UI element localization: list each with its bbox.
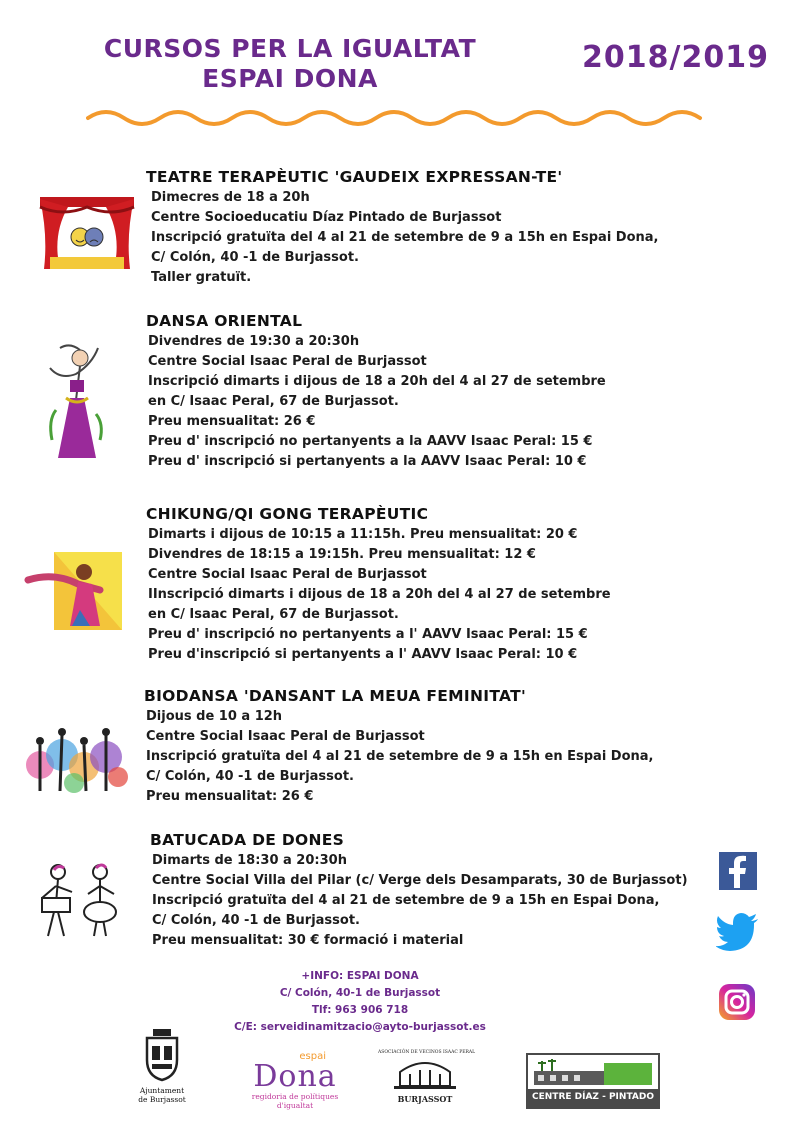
course-chikung	[146, 503, 611, 665]
course-line: Preu d' inscripció si pertanyents a la AAVV Isaac Peral: 10 €	[148, 454, 587, 469]
course-title: BIODANSA 'DANSANT LA MEUA FEMINITAT'	[144, 687, 526, 705]
school-year: 2018/2019	[582, 40, 769, 75]
course-line: Preu mensualitat: 26 €	[148, 414, 316, 429]
coat-of-arms-icon	[144, 1028, 180, 1082]
course-line: Dimecres de 18 a 20h	[151, 190, 310, 205]
course-batucada	[150, 829, 688, 951]
course-line: Centre Social Isaac Peral de Burjassot	[148, 567, 427, 582]
course-line: Centre Social Isaac Peral de Burjassot	[146, 729, 425, 744]
contact-info	[230, 968, 490, 1036]
course-line: C/ Colón, 40 -1 de Burjassot.	[151, 250, 359, 265]
course-line: Inscripció gratuïta del 4 al 21 de setembre de 9 a 15h en Espai Dona,	[146, 749, 654, 764]
course-line: Preu d'inscripció si pertanyents a l' AAVV Isaac Peral: 10 €	[148, 647, 578, 662]
course-line: C/ Colón, 40 -1 de Burjassot.	[146, 769, 354, 784]
course-line: Dimarts i dijous de 10:15 a 11:15h. Preu mensualitat: 20 €	[148, 527, 578, 542]
theatre-stage-illustration	[38, 195, 136, 273]
contact-email[interactable]: C/E: serveidinamitzacio@ayto-burjassot.es	[234, 1021, 486, 1033]
course-line: Inscripció gratuïta del 4 al 21 de setembre de 9 a 15h en Espai Dona,	[151, 230, 659, 245]
course-line: Inscripció dimarts i dijous de 18 a 20h del 4 al 27 de setembre	[148, 374, 606, 389]
course-line: Inscripció gratuïta del 4 al 21 de setembre de 9 a 15h en Espai Dona,	[152, 893, 660, 908]
course-line: C/ Colón, 40 -1 de Burjassot.	[152, 913, 360, 928]
course-line: Preu mensualitat: 30 € formació i material	[152, 933, 464, 948]
contact-phone: Tlf: 963 906 718	[311, 1004, 409, 1016]
course-line: Taller gratuït.	[151, 270, 252, 285]
page-title	[60, 34, 520, 94]
biodanza-dancers-illustration	[26, 725, 128, 797]
ajuntament-line-1: Ajuntament	[139, 1086, 185, 1095]
building-icon	[528, 1055, 658, 1089]
course-line: IInscripció dimarts i dijous de 18 a 20h del 4 al 27 de setembre	[148, 587, 611, 602]
espai-dona-sub-1: regidoria de polítiques	[251, 1092, 339, 1101]
contact-address: C/ Colón, 40-1 de Burjassot	[279, 987, 441, 999]
course-biodansa	[144, 685, 654, 807]
aavv-isaac-peral-logo	[378, 1050, 476, 1104]
course-line: Dimarts de 18:30 a 20:30h	[152, 853, 347, 868]
course-teatre	[146, 166, 659, 288]
espai-dona-sub-2: d'igualtat	[276, 1101, 314, 1110]
instagram-icon[interactable]	[718, 983, 756, 1021]
course-line: Centre Social Isaac Peral de Burjassot	[148, 354, 427, 369]
decorative-wave	[86, 104, 712, 134]
facebook-icon[interactable]	[719, 852, 757, 890]
course-line: Preu d' inscripció no pertanyents a l' AAVV Isaac Peral: 15 €	[148, 627, 588, 642]
espai-dona-top: espai	[299, 1051, 326, 1062]
espai-dona-logo	[250, 1052, 340, 1110]
course-title: CHIKUNG/QI GONG TERAPÈUTIC	[146, 505, 429, 523]
course-line: Divendres de 18:15 a 19:15h. Preu mensualitat: 12 €	[148, 547, 536, 562]
belly-dancer-illustration	[40, 340, 110, 470]
drummers-illustration	[36, 862, 126, 940]
contact-heading: +INFO: ESPAI DONA	[301, 970, 419, 982]
espai-dona-word: Dona	[253, 1059, 337, 1094]
course-line: Centre Socioeducatiu Díaz Pintado de Burjassot	[151, 210, 502, 225]
course-title: TEATRE TERAPÈUTIC 'GAUDEIX EXPRESSAN-TE'	[146, 168, 563, 186]
course-line: Preu d' inscripció no pertanyents a la AAVV Isaac Peral: 15 €	[148, 434, 593, 449]
title-line-1: CURSOS PER LA IGUALTAT	[103, 34, 477, 63]
course-line: en C/ Isaac Peral, 67 de Burjassot.	[148, 394, 399, 409]
aavv-name: BURJASSOT	[397, 1094, 453, 1104]
twitter-icon[interactable]	[716, 913, 760, 953]
title-line-2: ESPAI DONA	[202, 64, 378, 93]
centre-name: CENTRE DÍAZ - PINTADO	[532, 1092, 654, 1102]
course-line: en C/ Isaac Peral, 67 de Burjassot.	[148, 607, 399, 622]
course-line: Centre Social Villa del Pilar (c/ Verge dels Desamparats, 30 de Burjassot)	[152, 873, 688, 888]
ajuntament-logo	[138, 1028, 186, 1104]
course-title: DANSA ORIENTAL	[146, 312, 303, 330]
course-title: BATUCADA DE DONES	[150, 831, 345, 849]
centre-diaz-pintado-logo	[526, 1053, 660, 1109]
aavv-arc-text: ASOCIACIÓN DE VECINOS ISAAC PERAL	[378, 1050, 476, 1055]
course-line: Preu mensualitat: 26 €	[146, 789, 314, 804]
course-line: Divendres de 19:30 a 20:30h	[148, 334, 360, 349]
course-line: Dijous de 10 a 12h	[146, 709, 283, 724]
course-dansa-oriental	[146, 310, 606, 472]
building-dome-icon	[390, 1056, 460, 1090]
ajuntament-line-2: de Burjassot	[138, 1095, 186, 1104]
qigong-dancer-illustration	[24, 550, 124, 632]
